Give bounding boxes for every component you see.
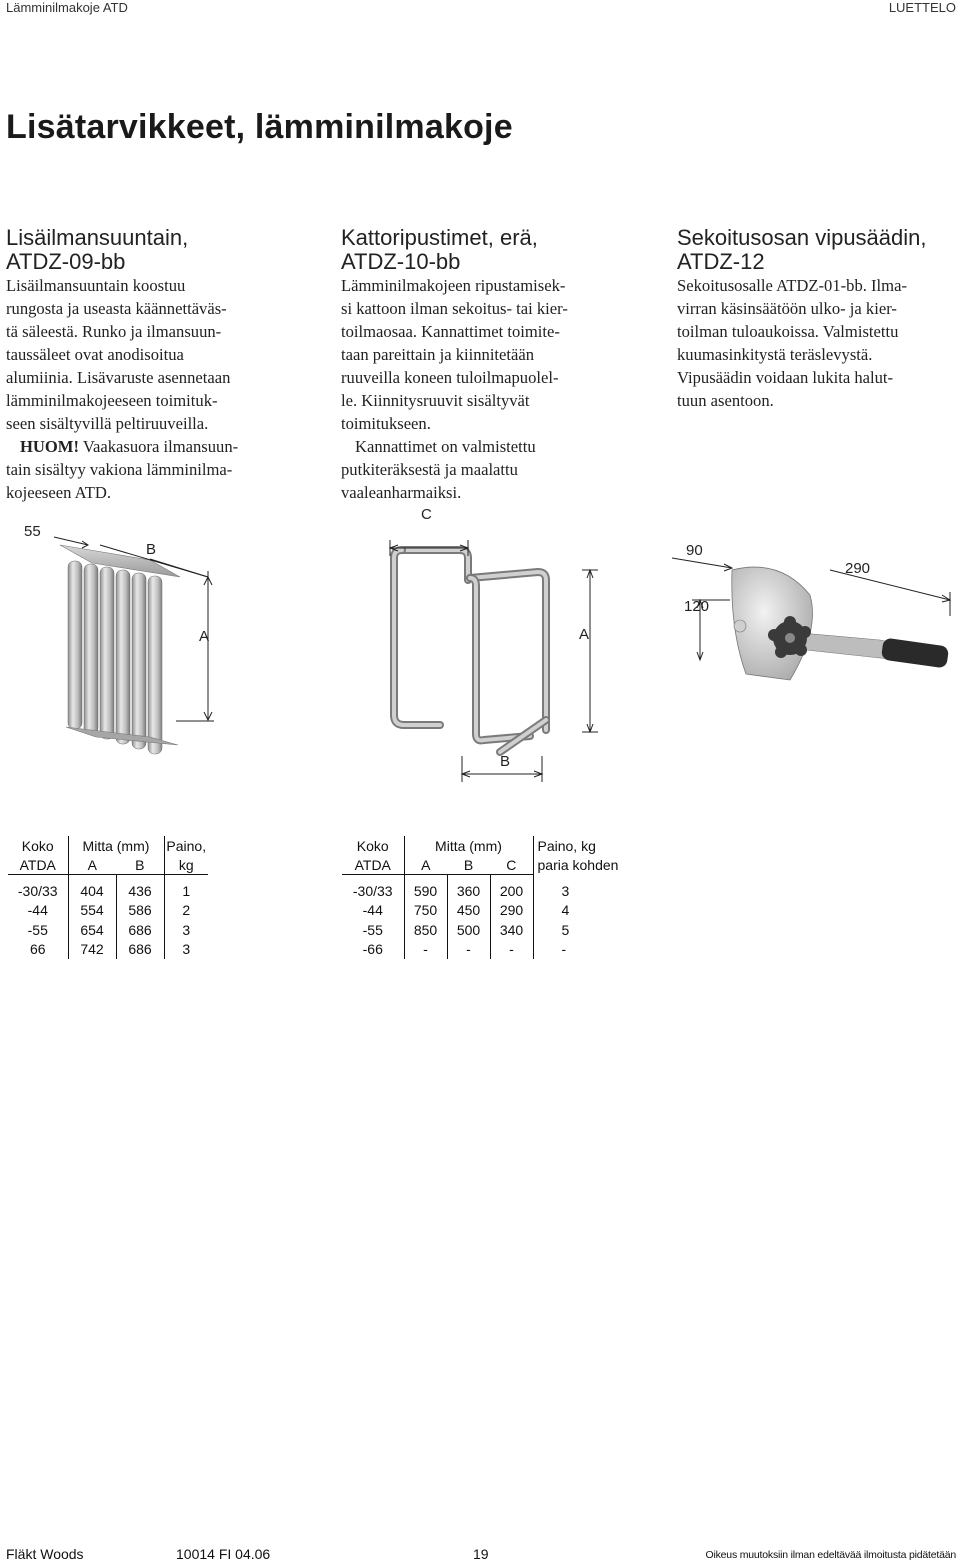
col2-body: Lämminilmakojeen ripustamisek- si kattoon ilman sekoitus- tai kier- toilmaosaa. Kannattimet toimite- taan pareittain ja kiinnitetään ruuveilla koneen tuloilmapuolel- le. Kiinnitysruuvit sisältyvät toimitukseen. Kannattimet on valmistettu putkiteräksestä ja maalattu vaaleanharmaiksi. [341, 276, 568, 502]
footer-page-number: 19 [473, 1546, 489, 1562]
col3-body: Sekoitusosalle ATDZ-01-bb. Ilma- virran käsinsäätöön ulko- ja kier- toilman tuloaukoissa. Valmistettu kuumasinkitystä teräslevystä. Vipusäädin voidaan lukita halut- tuun asentoon. [677, 276, 907, 410]
table-hanger-specs [342, 836, 640, 959]
table-row: -30/33 590 360 200 3 [342, 881, 640, 901]
dim-a-louvre: A [199, 628, 210, 645]
table-row: -66 - - - - [342, 940, 640, 960]
footer-code: 10014 FI 04.06 [176, 1546, 271, 1562]
col1-body: Lisäilmansuuntain koostuu rungosta ja useasta käännettäväs- tä säleestä. Runko ja ilmansuun- taussäleet ovat anodisoitua alumiinia. Lisävaruste asennetaan lämminilmakojeeseen toimituk- seen sisältyvillä peltiruuveilla. HUOM! Vaakasuora ilmansuun- tain sisältyy vakiona lämminilma- kojeeseen ATD. [6, 274, 306, 504]
table2-head-row1: Koko Mitta (mm) Paino, kg [342, 836, 640, 855]
table1-head-row1: Koko Mitta (mm) Paino, [8, 836, 208, 855]
hanger-illustration [380, 520, 620, 790]
table-row: 66 742 686 3 [8, 940, 208, 960]
header-left: Lämminilmakoje ATD [6, 0, 128, 15]
table-row: -44 554 586 2 [8, 901, 208, 921]
footer-brand: Fläkt Woods [6, 1546, 84, 1562]
col2-block [341, 226, 641, 504]
col2-heading: Kattoripustimet, erä, ATDZ-10-bb [341, 225, 538, 274]
table-row: -55 654 686 3 [8, 920, 208, 940]
dim-120: 120 [684, 598, 710, 615]
page-title: Lisätarvikkeet, lämminilmakoje [6, 108, 513, 146]
dim-a-hanger: A [579, 626, 590, 643]
table-louvre-specs [8, 836, 208, 959]
dim-c-hanger: C [421, 506, 432, 523]
louvre-illustration [0, 515, 260, 755]
col1-note: HUOM! Vaakasuora ilmansuun- [20, 437, 239, 456]
table-row: -44 750 450 290 4 [342, 901, 640, 921]
lever-illustration [670, 540, 958, 700]
dim-90: 90 [686, 542, 703, 559]
dim-b-louvre: B [146, 541, 157, 558]
col3-heading: Sekoitusosan vipusäädin, ATDZ-12 [677, 225, 927, 274]
col1-heading: Lisäilmansuuntain, ATDZ-09-bb [6, 225, 189, 274]
table-row: -30/33 404 436 1 [8, 881, 208, 901]
dim-b-hanger: B [500, 753, 511, 770]
table2-head-row2: ATDA A B C paria kohden [342, 855, 640, 875]
col1-block [6, 226, 306, 504]
table-row: -55 850 500 340 5 [342, 920, 640, 940]
table1-head-row2: ATDA A B kg [8, 855, 208, 875]
footer-notice: Oikeus muutoksiin ilman edeltävää ilmoitusta pidätetään [705, 1549, 956, 1561]
header-right: LUETTELO [888, 0, 956, 15]
col3-block [677, 226, 957, 412]
dim-55: 55 [24, 523, 41, 540]
dim-290: 290 [845, 560, 871, 577]
